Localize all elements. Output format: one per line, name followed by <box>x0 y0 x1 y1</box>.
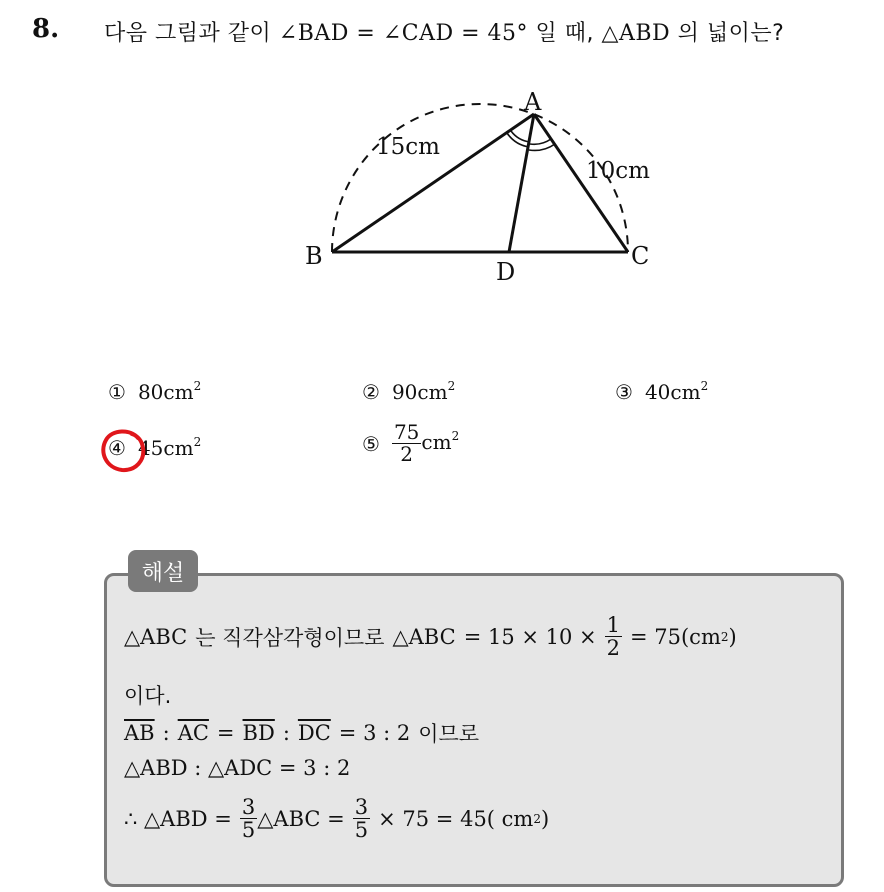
point-d-label: D <box>496 258 516 286</box>
question-text-part1: 다음 그림과 같이 <box>104 21 272 46</box>
explanation-fraction-3-5-b: $\frac{3}{5}$ <box>354 795 369 843</box>
choice-3-value: $40cm^2$ <box>644 379 709 404</box>
vertex-b-label: B <box>305 242 323 270</box>
explanation-line-2: 이다. <box>124 684 172 708</box>
choice-4-number: ④ <box>108 436 126 460</box>
choice-2[interactable] <box>362 380 455 404</box>
explanation-fraction-half: $\frac{1}{2}$ <box>606 613 620 661</box>
question-text-part2: 일 때, <box>535 21 595 46</box>
choice-2-number: ② <box>362 380 380 404</box>
choice-1-value: $80cm^2$ <box>137 379 202 404</box>
explanation-fraction-3-5-a: $\frac{3}{5}$ <box>241 795 256 843</box>
explanation-line-4: △ABD : △ADC = 3 : 2 <box>124 756 351 780</box>
explanation-line-3: $\overline{AB}$ : $\overline{AC}$ = $\overline{BD}$ : $\overline{DC}$ = 3 : 2 이므로 <box>124 721 480 746</box>
choice-3-number: ③ <box>615 380 633 404</box>
choice-3[interactable] <box>615 380 708 404</box>
triangle-abd-label: △ABD <box>601 21 671 46</box>
triangle-figure <box>0 0 884 340</box>
choice-5-fraction: $\frac{75}{2}$ <box>393 420 420 466</box>
angle-bad-arc2 <box>507 133 529 147</box>
question-number: 8. <box>32 14 60 44</box>
length-ac-label: 10cm <box>586 158 650 184</box>
dashed-circumcircle-arc <box>332 104 628 252</box>
choice-2-value: $90cm^2$ <box>391 379 456 404</box>
choice-5[interactable] <box>362 422 459 465</box>
question-text-part3: 의 넓이는? <box>677 21 785 46</box>
angle-cad-arc <box>530 139 551 144</box>
explanation-line-1: △ABC 는 직각삼각형이므로 △ABC = 15 × 10 × $\frac{1}{2}$ = 75(cm 2 ) <box>124 613 737 661</box>
explanation-line-5: ∴ △ABD = $\frac{3}{5}$ △ABC = $\frac{3}{5}$ × 75 = 45( cm 2 ) <box>124 795 550 843</box>
vertex-a-label: A <box>524 88 542 116</box>
segment-ad <box>509 114 534 252</box>
choice-1[interactable] <box>108 380 201 404</box>
answer-mark-circle <box>98 426 150 478</box>
length-ab-label: 15cm <box>376 134 440 160</box>
choice-5-number: ⑤ <box>362 431 380 456</box>
choice-4-value: $45cm^2$ <box>137 435 202 460</box>
choice-5-value: $\frac{75}{2}$ $cm^2$ <box>393 420 460 466</box>
choice-1-number: ① <box>108 380 126 404</box>
vertex-c-label: C <box>631 242 650 270</box>
explanation-tab: 해설 <box>128 550 198 592</box>
angle-condition: ∠BAD = ∠CAD = 45° <box>278 21 529 46</box>
